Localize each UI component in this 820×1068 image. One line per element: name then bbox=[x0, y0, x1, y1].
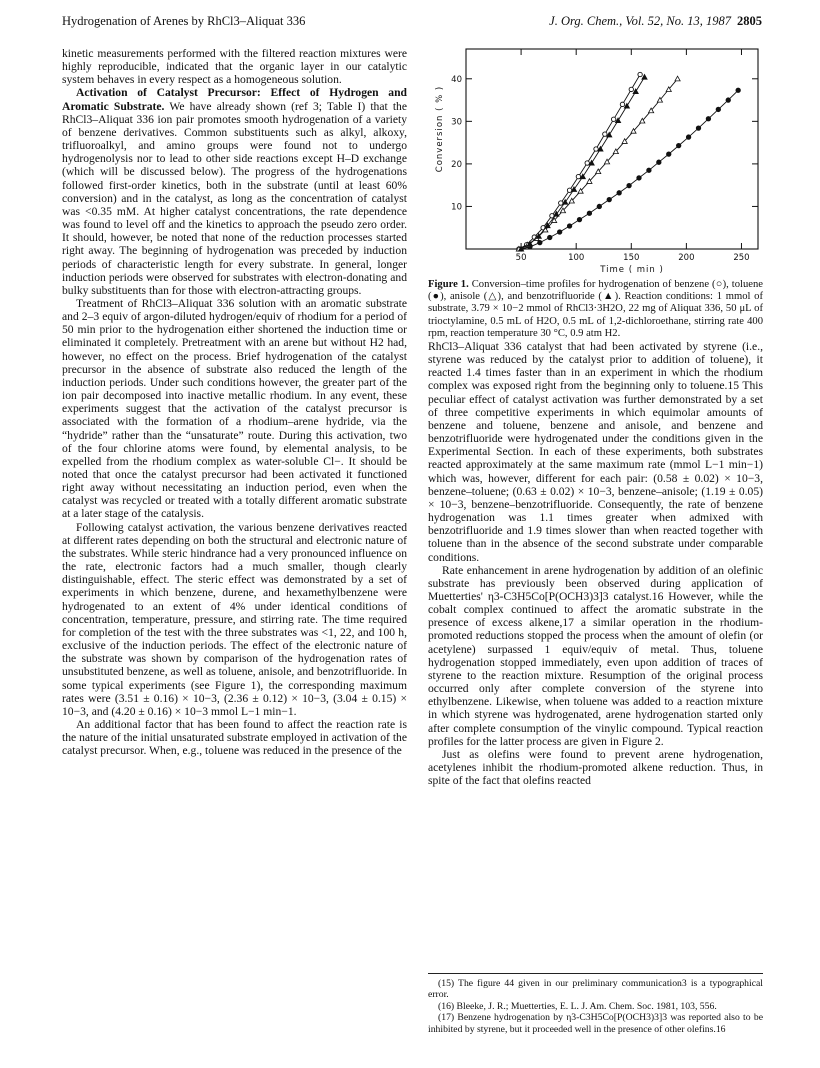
data-point bbox=[637, 176, 641, 180]
x-tick-label: 250 bbox=[733, 253, 750, 263]
y-axis-label: Conversion ( % ) bbox=[435, 85, 445, 173]
right-column bbox=[428, 340, 763, 787]
data-point bbox=[676, 143, 680, 147]
x-tick-label: 100 bbox=[568, 253, 585, 263]
plot-frame bbox=[466, 49, 758, 249]
left-column bbox=[62, 47, 407, 757]
data-point bbox=[557, 230, 561, 234]
data-point bbox=[675, 76, 680, 81]
y-tick-label: 30 bbox=[451, 117, 462, 128]
paragraph bbox=[62, 86, 407, 297]
data-point bbox=[642, 74, 647, 79]
y-tick-label: 10 bbox=[451, 202, 462, 213]
section-heading: Activation of Catalyst Precursor: Effect of Hydrogen and Aromatic Substrate. bbox=[62, 86, 407, 113]
data-point bbox=[667, 152, 671, 156]
data-point bbox=[607, 132, 612, 137]
data-point bbox=[567, 224, 571, 228]
data-point bbox=[587, 211, 591, 215]
data-point bbox=[594, 147, 598, 151]
paragraph: Just as olefins were found to prevent arene hydrogenation, acetylenes inhibit the rhodium-promoted alkene reduction. Thus, in spite of the fact that olefins reacted bbox=[428, 747, 763, 788]
running-title: Hydrogenation of Arenes by RhCl3–Aliquat 336 bbox=[62, 14, 306, 28]
series-benzene bbox=[517, 72, 643, 251]
x-axis-label: Time ( min ) bbox=[600, 265, 664, 275]
footnote: (16) Bleeke, J. R.; Muetterties, E. L. J. Am. Chem. Soc. 1981, 103, 556. bbox=[438, 1000, 717, 1012]
paragraph: An additional factor that has been found to affect the reaction rate is the nature of the initial unsaturated substrate employed in activation of the catalyst precursor. When, e.g., toluene was reduced in the presence of the bbox=[62, 717, 407, 758]
figure-caption bbox=[428, 279, 763, 340]
data-point bbox=[736, 88, 740, 92]
data-point bbox=[607, 197, 611, 201]
figure-label: Figure 1. bbox=[428, 279, 469, 290]
footnote: (15) The figure 44 given in our preliminary communication3 is a typographical error. bbox=[428, 978, 763, 1001]
series-line-benzotrifluoride bbox=[521, 77, 644, 249]
series-anisole bbox=[516, 76, 680, 251]
data-point bbox=[615, 118, 620, 123]
paragraph: Rate enhancement in arene hydrogenation by addition of an olefinic substrate has previously been observed during application of Muetterties' η3-C3H5Co[P(OCH3)3]3 catalyst.16 However, while the cobalt complex continued to affect the aromatic substrate in the presence of excess alkene,17 a similar operation in the rhodium-promoted reductions stopped the process when the amount of olefin (or acetylene) surpassed 1 equiv/equiv of metal. Thus, toluene hydrogenation stopped immediately, even upon addition of traces of styrene to the reaction mixture. Resumption of the original process occurred only after complete conversion of the styrene into ethylbenzene. Likewise, when toluene was added to a reaction mixture in which styrene was hydrogenated, arene hydrogenation started only after complete consumption of the vinylic compound. Typical reaction profiles for the latter process are given in Figure 2. bbox=[428, 563, 763, 748]
paragraph-text: We have already shown (ref 3; Table I) that the RhCl3–Aliquat 336 ion pair promotes smooth hydrogenation of a variety of benzene derivatives. Common substituents such as alkyl, alkoxy, trifluoroalkyl, and amino groups were found not to undergo hydrogenolysis nor to lead to other side reactions except H–D exchange (which will be discussed below). The progress of the hydrogenations followed first-order kinetics, both in the substrate (until at least 60% conversion) and in the catalyst, as long as the concentration of catalyst was <0.35 mM. At higher catalyst concentrations, the rate dependence was found to level off and the kinetics to approach the pseudo zero order. It should, however, be noted that none of the reduction processes started right away. The beginning of hydrogenation was preceded by induction periods of characteristic length for every substrate. In general, longer induction periods were observed for substrates with electron-donating and bulky substituents than for those with electron-attracting groups. bbox=[62, 99, 407, 297]
journal-name: J. Org. Chem., Vol. 52, No. 13, 1987 bbox=[549, 14, 731, 28]
x-tick-label: 50 bbox=[515, 253, 527, 263]
data-point bbox=[696, 126, 700, 130]
data-point bbox=[611, 117, 615, 121]
data-point bbox=[647, 168, 651, 172]
data-point bbox=[726, 98, 730, 102]
footnotes bbox=[428, 973, 763, 1035]
data-point bbox=[620, 102, 624, 106]
data-point bbox=[657, 160, 661, 164]
paragraph: kinetic measurements performed with the filtered reaction mixtures were highly reproducible, indicated that the organic layer in our catalytic system behaves in every respect as a homogeneous solution. bbox=[62, 47, 407, 87]
data-point bbox=[629, 87, 633, 91]
data-point bbox=[638, 72, 642, 76]
journal-citation bbox=[549, 14, 762, 29]
x-tick-label: 200 bbox=[678, 253, 695, 263]
paragraph: Treatment of RhCl3–Aliquat 336 solution with an aromatic substrate and 2–3 equiv of argon-diluted hydrogen/equiv of rhodium for a period of 50 min prior to the hydrogenation either shortened the induction time or eliminated it completely. Pretreatment with an arene but without H2 had, however, no effect on the process. Brief hydrogenation of the catalyst precursor in the absence of substrate also reduced the length of the induction periods. Under such conditions however, the greater part of the ion pair decomposed into inactive metallic rhodium. In any event, these experiments suggest that the activation of the catalyst precursor is associated with the formation of a rhodium–arene hydride, via the “hydride” rather than the “unsaturate” route. During this activation, two of the four chlorine atoms were found, by elemental analysis, to be expelled from the rhodium complex as water-soluble Cl−. It should be noted that once the catalyst precursor had been activated it functioned right away without necessitating an induction period, even when the catalyst was recycled or treated with a totally different aromatic substrate at a later stage of the catalysis. bbox=[62, 296, 407, 521]
y-tick-label: 20 bbox=[451, 159, 462, 170]
conversion-time-chart bbox=[428, 43, 763, 275]
page-number: 2805 bbox=[737, 14, 762, 28]
data-point bbox=[617, 191, 621, 195]
series-benzotrifluoride bbox=[518, 74, 647, 251]
caption-text: Conversion–time profiles for hydrogenation of benzene (○), toluene (●), anisole (△), and benzotrifluoride (▲). Reaction conditions: 1 mmol of substrate, 3.79 × 10−2 mmol of RhCl3·3H2O, 22 mg of Aliquat 336, 50 μL of trioctylamine, 0.5 mL of H2O, 0.5 mL of 1,2-dichloroethane, stirring rate 400 rpm, reaction temperature 30 °C, 0.9 atm H2. bbox=[428, 279, 763, 339]
data-point bbox=[576, 174, 580, 178]
data-point bbox=[706, 117, 710, 121]
footnote: (17) Benzene hydrogenation by η3-C3H5Co[P(OCH3)3]3 was reported also to be inhibited by styrene, but it proceeded well in the presence of other olefins.16 bbox=[428, 1012, 763, 1035]
data-point bbox=[538, 240, 542, 244]
data-point bbox=[603, 132, 607, 136]
series-line-benzene bbox=[519, 75, 640, 250]
data-point bbox=[686, 135, 690, 139]
x-tick-label: 150 bbox=[623, 253, 640, 263]
data-point bbox=[577, 217, 581, 221]
footnote-rule bbox=[428, 973, 763, 974]
y-tick-label: 40 bbox=[451, 74, 462, 85]
data-point bbox=[627, 183, 631, 187]
series-line-anisole bbox=[519, 79, 678, 249]
paragraph: Following catalyst activation, the various benzene derivatives reacted at different rates depending on both the structural and electronic nature of the substrates. While steric hindrance had a very pronounced influence on the rate, electronic factors had a much smaller, though clearly distinguishable, effect. The steric effect was demonstrated by a set of experiments in which benzene, durene, and hexamethylbenzene were hydrogenated to an extent of 4% under identical conditions of concentration, temperature, pressure, and stirring rate. The time required for completion of the test with the three substrates was <1, 22, and 100 h, exclusive of the induction periods. The effect of the electronic nature of the substrate was shown by comparison of the hydrogenation rates of unsubstituted benzene, as well as toluene, anisole, and benzotrifluoride. In some typical experiments (see Figure 1), the corresponding maximum rates were (3.51 ± 0.16) × 10−3, (2.36 ± 0.12) × 10−3, (3.04 ± 0.15) × 10−3, and (4.20 ± 0.16) × 10−3 mmol L−1 min−1. bbox=[62, 520, 407, 718]
data-point bbox=[716, 107, 720, 111]
paragraph: RhCl3–Aliquat 336 catalyst that had been activated by styrene (i.e., styrene was reduced by the catalyst prior to addition of toluene), it reacted 1.4 times faster than in an experiment in which the rhodium complex was exposed right from the beginning only to toluene.15 This peculiar effect of catalyst activation was further demonstrated by a set of three competitive experiments in which equimolar amounts of benzene and toluene, benzene and anisole, and benzene and benzotrifluoride were hydrogenated under the conditions given in the Experimental Section. In each of these experiments, both substrates reacted approximately at the same maximum rate (mmol L−1 min−1) which was, however, different for each pair: (0.58 ± 0.02) × 10−3, benzene–toluene; (0.63 ± 0.02) × 10−3, benzene–anisole; (1.19 ± 0.05) × 10−3, benzene–benzotrifluoride. Consequently, the rate of benzene hydrogenation was 1.1 times greater when admixed with benzotrifluoride and 1.9 times slower than when reacted together with toluene than in the absence of the second substrate under comparable conditions. bbox=[428, 340, 763, 564]
series-line-toluene bbox=[521, 90, 738, 249]
figure-1 bbox=[428, 43, 763, 275]
series-toluene bbox=[519, 88, 740, 251]
data-point bbox=[597, 204, 601, 208]
data-point bbox=[548, 235, 552, 239]
data-point bbox=[585, 161, 589, 165]
